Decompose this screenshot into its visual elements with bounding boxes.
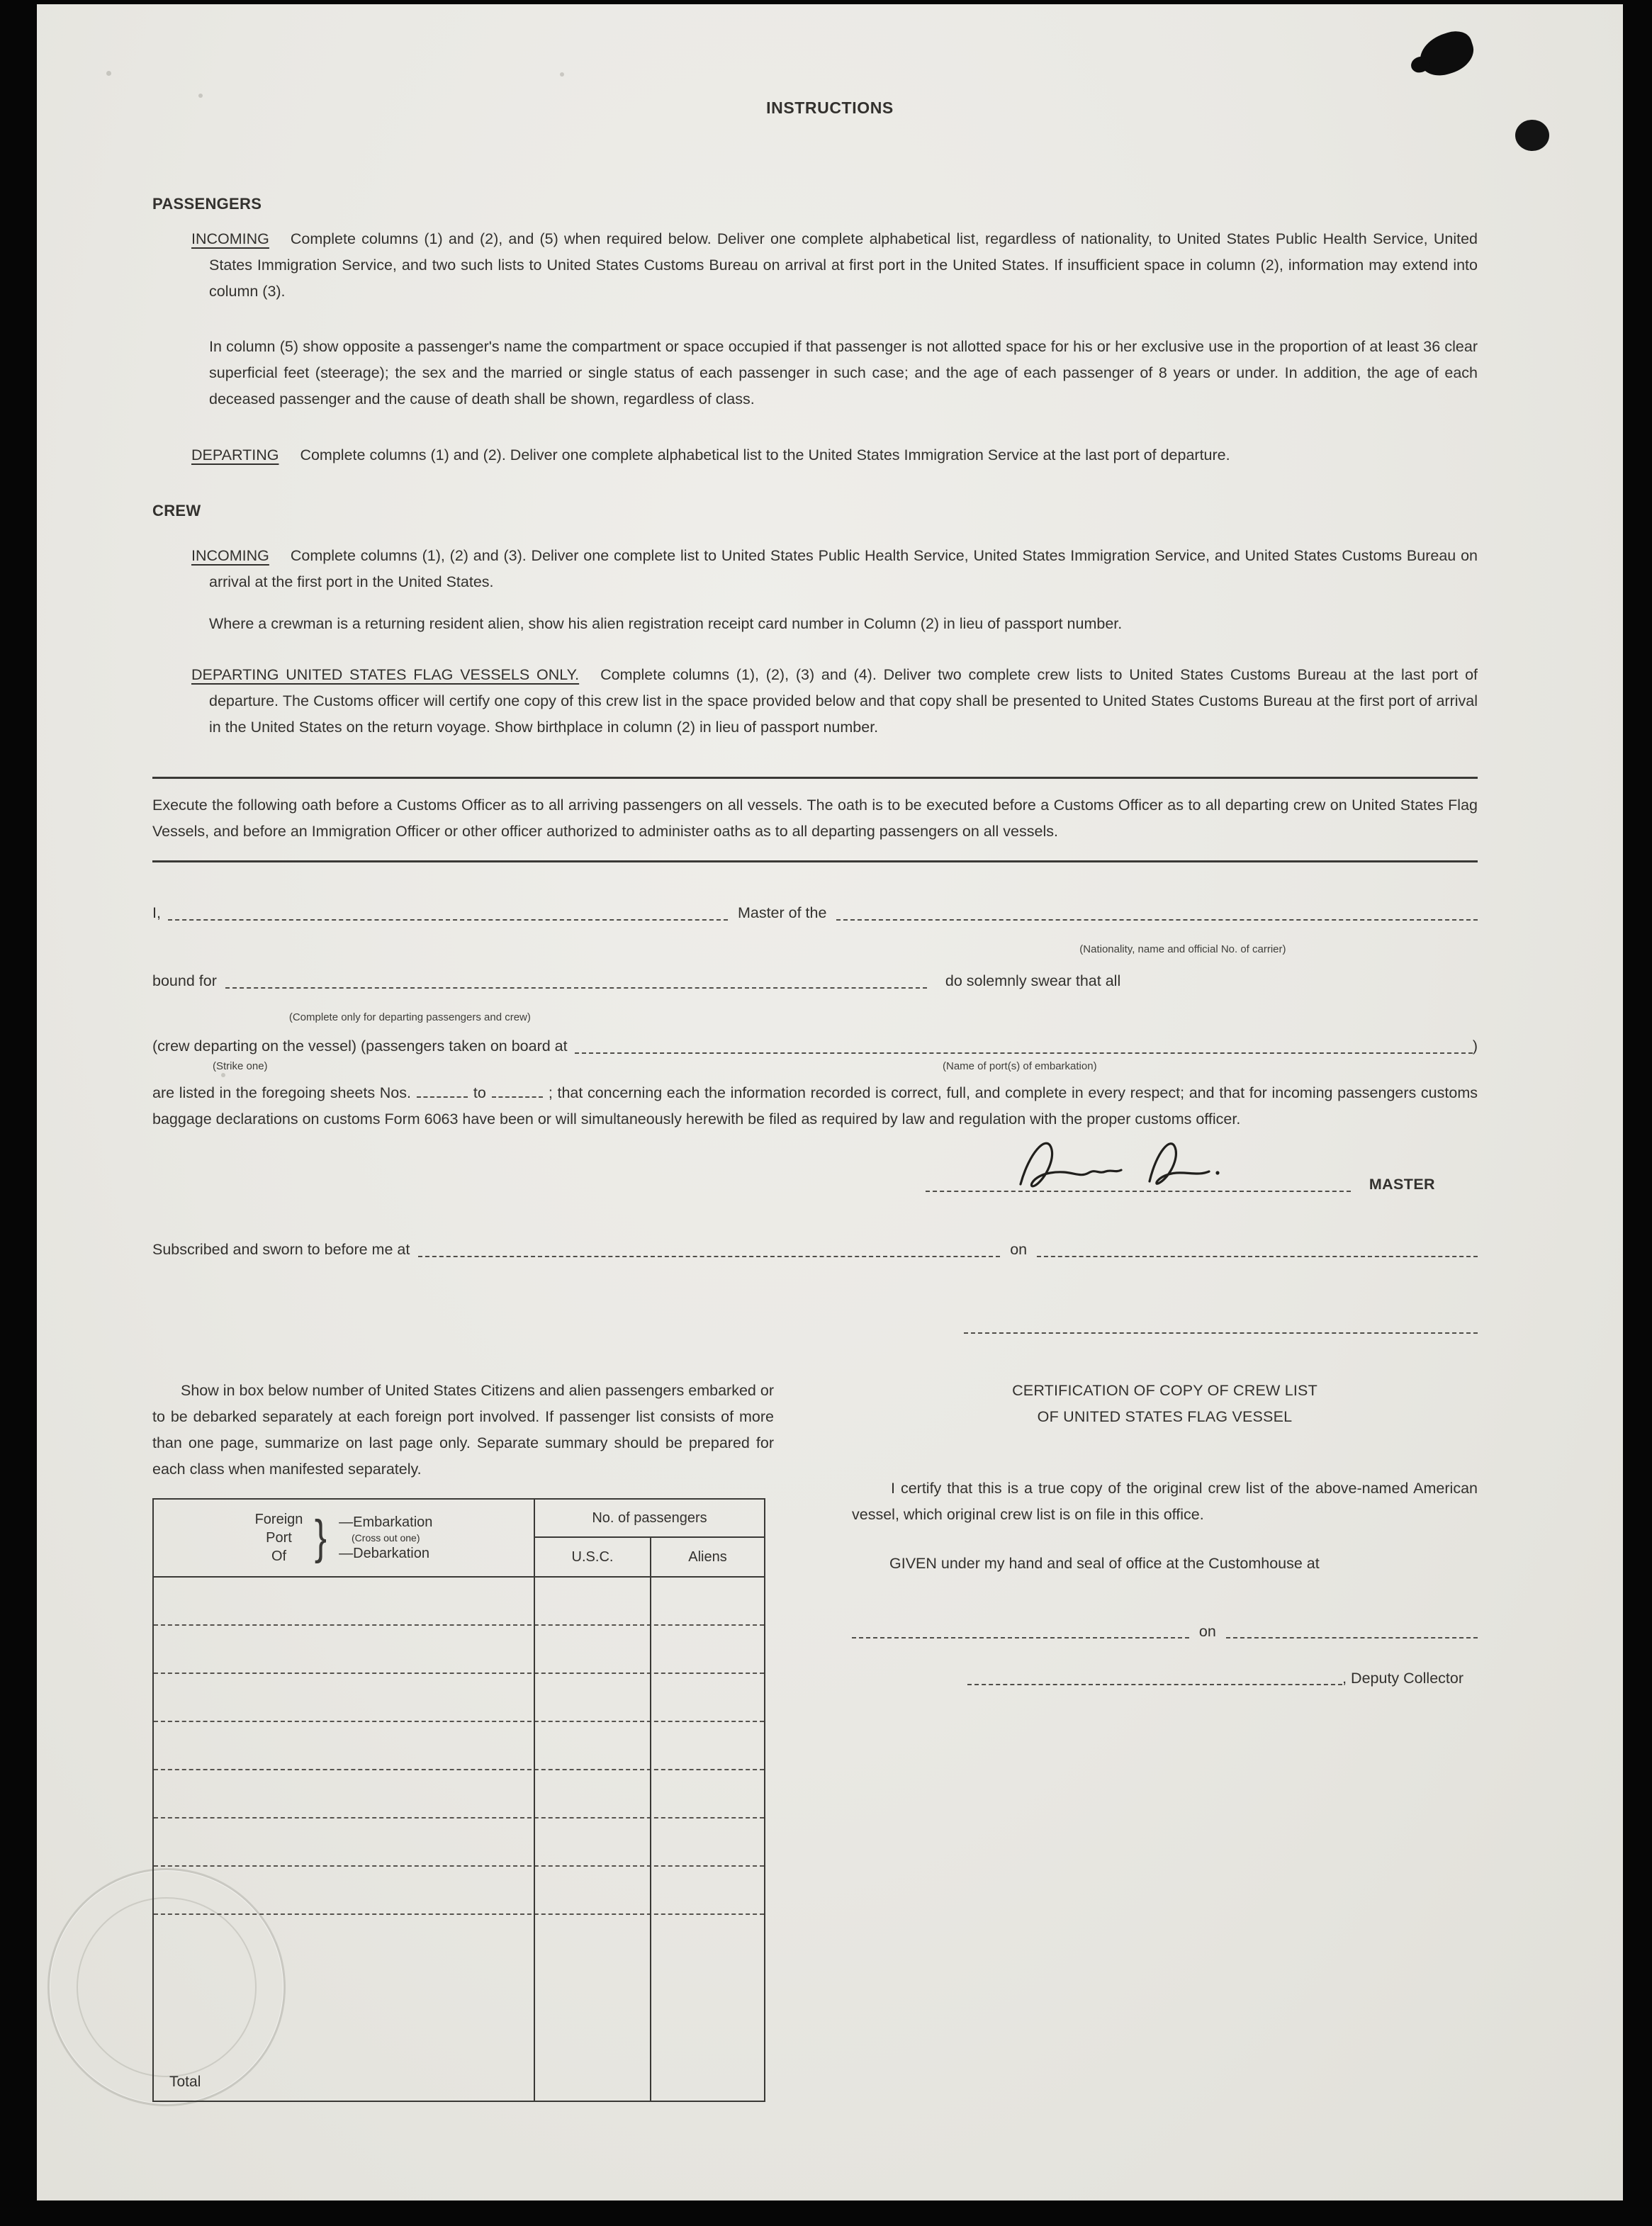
ink-dot [1515, 120, 1549, 151]
foreign-port-header-cell [154, 1500, 535, 1576]
passenger-summary-table [152, 1498, 765, 2102]
master-signature [1011, 1126, 1237, 1197]
passengers-incoming-text: Complete columns (1) and (2), and (5) when required below. Deliver one complete alphabetical list, regardless of nationality, to United States Public Health Service, United States Immigration Service, and two such lists to United States Customs Bureau on arrival at first port in the United States. If insufficient space in column (2), information may extend into column (3). [209, 230, 1478, 300]
sheet-number-from-blank [417, 1094, 468, 1098]
sheets-to-text: to [473, 1084, 486, 1101]
passengers-count-header-cell [535, 1500, 764, 1576]
crew-incoming-text: Complete columns (1), (2) and (3). Deliver one complete list to United States Public Health Service, United States Immigration Service, and United States Customs Bureau on arrival at the first port in the United States. [209, 547, 1478, 590]
destination-blank-wrap [225, 986, 927, 1023]
strike-one-note: (Strike one) [213, 1060, 268, 1072]
table-row [154, 1819, 764, 1867]
master-signature-row [152, 1170, 1478, 1198]
subscribed-place-blank [418, 1254, 1000, 1257]
passengers-incoming-paragraph [191, 226, 1478, 305]
sheets-before-text: are listed in the foregoing sheets Nos. [152, 1084, 411, 1101]
certify-paragraph: I certify that this is a true copy of the original crew list of the above-named American vessel, which original crew list is on file in this office. [852, 1480, 1478, 1523]
port-word-foreign: Foreign [254, 1512, 303, 1527]
swear-label: do solemnly swear that all [945, 972, 1121, 989]
scanned-form-page [37, 4, 1623, 2200]
passengers-departing-text: Complete columns (1) and (2). Deliver one complete alphabetical list to the United States Immigration Service at the last port of departure. [300, 446, 1230, 463]
table-row [154, 1770, 764, 1819]
passengers-subheader-row [535, 1538, 764, 1576]
carrier-name-blank [836, 918, 1478, 921]
table-row [154, 1867, 764, 1915]
departing-only-note: (Complete only for departing passengers and crew) [288, 1011, 531, 1023]
deputy-collector-label: , Deputy Collector [1342, 1670, 1463, 1687]
deputy-collector-signature-blank [967, 1682, 1342, 1685]
crew-incoming-paragraph [191, 543, 1478, 595]
table-row [154, 1626, 764, 1674]
master-label: MASTER [1369, 1176, 1435, 1193]
given-under-hand-line: GIVEN under my hand and seal of office at the Customhouse at [889, 1555, 1320, 1572]
crew-departing-paragraph [191, 662, 1478, 741]
crew-departing-strike-label: (crew departing on the vessel) (passengers taken on board at [152, 1038, 568, 1055]
debarkation-option: —Debarkation [339, 1546, 429, 1561]
aliens-column-header: Aliens [688, 1548, 727, 1565]
divider-rule [152, 777, 1478, 779]
ink-blot [1414, 26, 1478, 81]
deputy-collector-row [967, 1663, 1478, 1692]
page-title: INSTRUCTIONS [766, 99, 894, 117]
scan-noise [106, 71, 111, 76]
table-row [154, 1674, 764, 1722]
scan-noise [221, 1073, 225, 1077]
port-word-of: Of [271, 1548, 287, 1564]
embarkation-ports-blank [575, 1051, 1473, 1054]
certification-place-date-row [852, 1617, 1478, 1645]
close-paren: ) [1472, 1038, 1478, 1055]
master-name-blank [168, 918, 728, 921]
usc-column-header: U.S.C. [535, 1538, 651, 1576]
sheets-after-text: ; that concerning each the information recorded is correct, full, and complete in every respect; and that for incoming passengers customs baggage declarations on customs Form 6063 have been or will simultaneously herewith be filed as required by law and regulation with the proper customs officer. [152, 1084, 1478, 1128]
cross-out-one-note: (Cross out one) [352, 1532, 420, 1544]
embark-debark-options [339, 1513, 432, 1563]
i-label: I, [152, 904, 161, 921]
oath-row-bound-for [152, 967, 1478, 1023]
crew-departing-label: DEPARTING UNITED STATES FLAG VESSELS ONLY. [191, 666, 580, 683]
passengers-departing-label: DEPARTING [191, 446, 279, 463]
no-of-passengers-header: No. of passengers [535, 1500, 764, 1538]
master-of-the-label: Master of the [737, 904, 827, 921]
subscribed-date-blank [1037, 1254, 1478, 1257]
ports-of-embarkation-note: (Name of port(s) of embarkation) [943, 1060, 1097, 1072]
carrier-blank-wrap [836, 918, 1478, 955]
certification-title-line1: CERTIFICATION OF COPY OF CREW LIST [1012, 1382, 1317, 1399]
certification-on-label: on [1198, 1623, 1216, 1640]
table-row [154, 1722, 764, 1770]
table-vertical-divider [650, 1578, 651, 2101]
certification-title-line2: OF UNITED STATES FLAG VESSEL [1037, 1408, 1293, 1425]
total-row-label: Total [169, 2074, 201, 2090]
foreign-port-label [255, 1510, 303, 1565]
passengers-incoming-label: INCOMING [191, 230, 269, 247]
sheet-number-to-blank [492, 1094, 543, 1098]
passengers-departing-paragraph [191, 442, 1478, 468]
oath-body-paragraph [152, 1080, 1478, 1132]
crew-departing-text: Complete columns (1), (2), (3) and (4). Deliver two complete crew lists to United States Customs Bureau at the last port of departure. The Customs officer will certify one copy of this crew list in the space provided below and that copy shall be presented to United States Customs Bureau at the first port of arrival in the United States on the return voyage. Show birthplace in column (2) in lieu of passport number. [209, 666, 1478, 736]
crew-resident-alien-paragraph: Where a crewman is a returning resident alien, show his alien registration receipt card number in Column (2) in lieu of passport number. [209, 615, 1123, 632]
customhouse-place-blank [852, 1636, 1189, 1638]
master-signature-line-wrap [926, 1189, 1351, 1198]
port-word-port: Port [266, 1530, 292, 1546]
passengers-space-paragraph: In column (5) show opposite a passenger's name the compartment or space occupied if that passenger is not allotted space for his or her exclusive use in the proportion of at least 36 clear superficial feet (steerage); the sex and the married or single status of each passenger in such case; and the age of each passenger of 8 years or under. In addition, the age of each deceased passenger and the cause of death shall be shown, regardless of class. [209, 338, 1478, 407]
table-row [154, 1578, 764, 1626]
bound-for-label: bound for [152, 972, 217, 989]
summary-table-body [154, 1578, 764, 2101]
brace-glyph: } [315, 1510, 327, 1565]
oath-row-master [152, 899, 1478, 955]
summary-block [152, 1378, 774, 2102]
subscribed-row [152, 1235, 1478, 1264]
table-vertical-divider [534, 1578, 535, 2101]
officer-signature-blank [964, 1331, 1478, 1334]
officer-signature-row [152, 1312, 1478, 1340]
scan-noise [560, 72, 564, 77]
crew-heading: CREW [152, 502, 201, 519]
divider-rule [152, 860, 1478, 862]
passengers-heading: PASSENGERS [152, 195, 262, 213]
certification-date-blank [1226, 1636, 1478, 1638]
certification-block [852, 1378, 1478, 1692]
summary-table-header [154, 1500, 764, 1578]
crew-incoming-label: INCOMING [191, 547, 269, 564]
summary-intro-paragraph: Show in box below number of United States Citizens and alien passengers embarked or to be debarked separately at each foreign port involved. If passenger list consists of more than one page, summarize on last page only. Separate summary should be prepared for each class when manifested separately. [152, 1382, 774, 1478]
destination-blank [225, 986, 927, 989]
embarkation-option: —Embarkation [339, 1514, 433, 1530]
carrier-note: (Nationality, name and official No. of carrier) [1079, 943, 1286, 955]
oath-row-embarkation [152, 1032, 1478, 1072]
subscribed-on-label: on [1010, 1241, 1028, 1258]
oath-intro-paragraph: Execute the following oath before a Customs Officer as to all arriving passengers on all vessels. The oath is to be executed before a Customs Officer as to all departing crew on United States Flag Vessels, and before an Immigration Officer or other officer authorized to administer oaths as to all departing passengers on all vessels. [152, 797, 1478, 840]
subscribed-label: Subscribed and sworn to before me at [152, 1241, 410, 1258]
